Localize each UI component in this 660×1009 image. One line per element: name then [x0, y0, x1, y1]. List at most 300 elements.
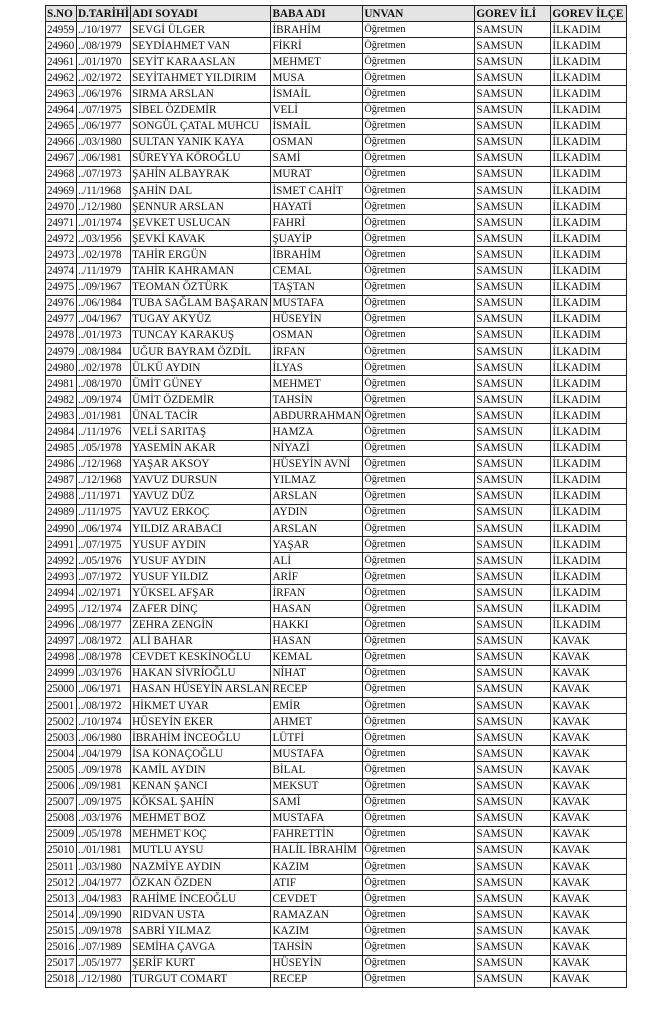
cell-birth-date: ../02/1972	[77, 70, 131, 86]
cell-district: KAVAK	[551, 794, 627, 810]
cell-district: İLKADIM	[551, 569, 627, 585]
cell-province: SAMSUN	[475, 86, 551, 102]
table-row	[46, 810, 627, 826]
cell-district: İLKADIM	[551, 118, 627, 134]
cell-district: İLKADIM	[551, 488, 627, 504]
cell-province: SAMSUN	[475, 360, 551, 376]
cell-father-name: ŞUAYİP	[271, 231, 363, 247]
cell-birth-date: ../02/1978	[77, 247, 131, 263]
cell-full-name: SEMİHA ÇAVGA	[131, 939, 271, 955]
table-row	[46, 22, 627, 38]
cell-title: Öğretmen	[363, 166, 475, 182]
header-full-name: ADI SOYADI	[131, 6, 271, 22]
cell-province: SAMSUN	[475, 150, 551, 166]
cell-sno: 25011	[46, 858, 77, 874]
cell-full-name: MUTLU AYSU	[131, 842, 271, 858]
cell-birth-date: ../04/1967	[77, 311, 131, 327]
cell-province: SAMSUN	[475, 939, 551, 955]
cell-title: Öğretmen	[363, 215, 475, 231]
table-row	[46, 842, 627, 858]
table-row	[46, 118, 627, 134]
cell-father-name: TAHSİN	[271, 392, 363, 408]
cell-district: İLKADIM	[551, 70, 627, 86]
cell-district: İLKADIM	[551, 472, 627, 488]
cell-district: KAVAK	[551, 810, 627, 826]
table-row	[46, 456, 627, 472]
cell-father-name: OSMAN	[271, 327, 363, 343]
cell-full-name: MEHMET BOZ	[131, 810, 271, 826]
cell-full-name: NAZMİYE AYDIN	[131, 858, 271, 874]
cell-sno: 24986	[46, 456, 77, 472]
cell-province: SAMSUN	[475, 794, 551, 810]
table-row	[46, 971, 627, 987]
cell-district: İLKADIM	[551, 537, 627, 553]
cell-province: SAMSUN	[475, 102, 551, 118]
cell-sno: 25000	[46, 681, 77, 697]
cell-father-name: MEKSUT	[271, 778, 363, 794]
header-father-name: BABA ADI	[271, 6, 363, 22]
table-row	[46, 360, 627, 376]
cell-title: Öğretmen	[363, 826, 475, 842]
cell-birth-date: ../09/1978	[77, 923, 131, 939]
cell-full-name: SEYİT KARAASLAN	[131, 54, 271, 70]
header-province: GOREV İLİ	[475, 6, 551, 22]
cell-district: İLKADIM	[551, 504, 627, 520]
cell-province: SAMSUN	[475, 279, 551, 295]
cell-full-name: MEHMET KOÇ	[131, 826, 271, 842]
cell-title: Öğretmen	[363, 199, 475, 215]
table-row	[46, 392, 627, 408]
cell-title: Öğretmen	[363, 665, 475, 681]
cell-father-name: MEHMET	[271, 376, 363, 392]
cell-district: İLKADIM	[551, 263, 627, 279]
table-row	[46, 762, 627, 778]
cell-full-name: ŞEVKET USLUCAN	[131, 215, 271, 231]
cell-sno: 25012	[46, 875, 77, 891]
cell-title: Öğretmen	[363, 343, 475, 359]
cell-father-name: AHMET	[271, 714, 363, 730]
cell-sno: 25009	[46, 826, 77, 842]
table-row	[46, 858, 627, 874]
cell-sno: 24990	[46, 521, 77, 537]
cell-province: SAMSUN	[475, 826, 551, 842]
cell-full-name: YÜKSEL AFŞAR	[131, 585, 271, 601]
cell-full-name: RIDVAN USTA	[131, 907, 271, 923]
cell-father-name: HASAN	[271, 601, 363, 617]
cell-birth-date: ../04/1977	[77, 875, 131, 891]
cell-district: KAVAK	[551, 649, 627, 665]
cell-sno: 24998	[46, 649, 77, 665]
cell-province: SAMSUN	[475, 22, 551, 38]
table-row	[46, 408, 627, 424]
cell-sno: 24993	[46, 569, 77, 585]
cell-district: İLKADIM	[551, 54, 627, 70]
cell-father-name: ARİF	[271, 569, 363, 585]
table-row	[46, 955, 627, 971]
table-row	[46, 907, 627, 923]
cell-sno: 25013	[46, 891, 77, 907]
cell-birth-date: ../09/1981	[77, 778, 131, 794]
cell-birth-date: ../09/1967	[77, 279, 131, 295]
cell-title: Öğretmen	[363, 295, 475, 311]
cell-sno: 24966	[46, 134, 77, 150]
cell-sno: 24969	[46, 183, 77, 199]
cell-title: Öğretmen	[363, 279, 475, 295]
cell-title: Öğretmen	[363, 456, 475, 472]
cell-title: Öğretmen	[363, 955, 475, 971]
cell-sno: 24997	[46, 633, 77, 649]
cell-full-name: UĞUR BAYRAM ÖZDİL	[131, 343, 271, 359]
cell-title: Öğretmen	[363, 231, 475, 247]
cell-father-name: AYDIN	[271, 504, 363, 520]
table-row	[46, 343, 627, 359]
cell-province: SAMSUN	[475, 440, 551, 456]
cell-title: Öğretmen	[363, 408, 475, 424]
cell-title: Öğretmen	[363, 875, 475, 891]
table-row	[46, 247, 627, 263]
cell-birth-date: ../01/1974	[77, 215, 131, 231]
cell-full-name: SEYİTAHMET YILDIRIM	[131, 70, 271, 86]
cell-sno: 25014	[46, 907, 77, 923]
cell-birth-date: ../03/1976	[77, 665, 131, 681]
cell-title: Öğretmen	[363, 601, 475, 617]
personnel-table	[45, 5, 627, 988]
cell-province: SAMSUN	[475, 311, 551, 327]
cell-father-name: MUSA	[271, 70, 363, 86]
cell-district: İLKADIM	[551, 360, 627, 376]
cell-title: Öğretmen	[363, 22, 475, 38]
cell-full-name: ÜMİT GÜNEY	[131, 376, 271, 392]
table-row	[46, 746, 627, 762]
cell-birth-date: ../04/1983	[77, 891, 131, 907]
table-row	[46, 183, 627, 199]
cell-sno: 24978	[46, 327, 77, 343]
cell-full-name: SEYDİAHMET VAN	[131, 38, 271, 54]
cell-birth-date: ../11/1968	[77, 183, 131, 199]
cell-province: SAMSUN	[475, 923, 551, 939]
cell-birth-date: ../07/1972	[77, 569, 131, 585]
cell-district: KAVAK	[551, 778, 627, 794]
cell-father-name: KAZIM	[271, 858, 363, 874]
cell-birth-date: ../07/1989	[77, 939, 131, 955]
cell-province: SAMSUN	[475, 118, 551, 134]
cell-sno: 24982	[46, 392, 77, 408]
cell-full-name: İSA KONAÇOĞLU	[131, 746, 271, 762]
cell-province: SAMSUN	[475, 456, 551, 472]
cell-father-name: FAHRETTİN	[271, 826, 363, 842]
cell-father-name: KAZIM	[271, 923, 363, 939]
cell-title: Öğretmen	[363, 681, 475, 697]
cell-district: KAVAK	[551, 730, 627, 746]
cell-province: SAMSUN	[475, 231, 551, 247]
cell-title: Öğretmen	[363, 617, 475, 633]
table-row	[46, 488, 627, 504]
cell-father-name: HÜSEYİN AVNİ	[271, 456, 363, 472]
cell-father-name: FAHRİ	[271, 215, 363, 231]
cell-father-name: HALİL İBRAHİM	[271, 842, 363, 858]
cell-province: SAMSUN	[475, 665, 551, 681]
cell-father-name: HAMZA	[271, 424, 363, 440]
cell-full-name: TURGUT COMART	[131, 971, 271, 987]
cell-full-name: TUNCAY KARAKUŞ	[131, 327, 271, 343]
cell-sno: 25017	[46, 955, 77, 971]
cell-full-name: YUSUF YILDIZ	[131, 569, 271, 585]
cell-sno: 25001	[46, 698, 77, 714]
header-sno: S.NO	[46, 6, 77, 22]
cell-province: SAMSUN	[475, 681, 551, 697]
cell-district: İLKADIM	[551, 424, 627, 440]
cell-sno: 24967	[46, 150, 77, 166]
cell-birth-date: ../08/1972	[77, 633, 131, 649]
cell-district: KAVAK	[551, 907, 627, 923]
cell-sno: 24961	[46, 54, 77, 70]
cell-full-name: ŞENNUR ARSLAN	[131, 199, 271, 215]
table-row	[46, 521, 627, 537]
cell-district: İLKADIM	[551, 601, 627, 617]
header-birth-date: D.TARİHİ	[77, 6, 131, 22]
cell-father-name: İSMAİL	[271, 118, 363, 134]
cell-title: Öğretmen	[363, 730, 475, 746]
cell-birth-date: ../01/1981	[77, 842, 131, 858]
cell-father-name: ALİ	[271, 553, 363, 569]
cell-birth-date: ../05/1977	[77, 955, 131, 971]
cell-district: KAVAK	[551, 858, 627, 874]
cell-sno: 24999	[46, 665, 77, 681]
cell-title: Öğretmen	[363, 504, 475, 520]
cell-district: İLKADIM	[551, 134, 627, 150]
table-row	[46, 939, 627, 955]
cell-district: İLKADIM	[551, 199, 627, 215]
cell-district: KAVAK	[551, 939, 627, 955]
cell-father-name: İLYAS	[271, 360, 363, 376]
cell-sno: 24985	[46, 440, 77, 456]
cell-birth-date: ../05/1978	[77, 440, 131, 456]
cell-birth-date: ../10/1974	[77, 714, 131, 730]
cell-province: SAMSUN	[475, 778, 551, 794]
cell-father-name: OSMAN	[271, 134, 363, 150]
cell-full-name: ŞAHİN DAL	[131, 183, 271, 199]
cell-province: SAMSUN	[475, 875, 551, 891]
cell-sno: 25004	[46, 746, 77, 762]
table-row	[46, 295, 627, 311]
cell-full-name: HİKMET UYAR	[131, 698, 271, 714]
cell-title: Öğretmen	[363, 569, 475, 585]
cell-full-name: CEVDET KESKİNOĞLU	[131, 649, 271, 665]
table-row	[46, 504, 627, 520]
table-row	[46, 70, 627, 86]
cell-full-name: SÜREYYA KÖROĞLU	[131, 150, 271, 166]
cell-father-name: TAHSİN	[271, 939, 363, 955]
cell-title: Öğretmen	[363, 134, 475, 150]
cell-title: Öğretmen	[363, 183, 475, 199]
cell-sno: 24992	[46, 553, 77, 569]
cell-birth-date: ../11/1976	[77, 424, 131, 440]
cell-sno: 24959	[46, 22, 77, 38]
cell-sno: 24962	[46, 70, 77, 86]
cell-father-name: İSMAİL	[271, 86, 363, 102]
cell-sno: 24975	[46, 279, 77, 295]
cell-province: SAMSUN	[475, 649, 551, 665]
cell-province: SAMSUN	[475, 762, 551, 778]
cell-full-name: YUSUF AYDIN	[131, 537, 271, 553]
cell-father-name: SAMİ	[271, 150, 363, 166]
cell-full-name: ÜNAL TACİR	[131, 408, 271, 424]
table-row	[46, 102, 627, 118]
cell-father-name: FİKRİ	[271, 38, 363, 54]
cell-district: KAVAK	[551, 891, 627, 907]
cell-birth-date: ../07/1973	[77, 166, 131, 182]
table-row	[46, 617, 627, 633]
cell-district: KAVAK	[551, 842, 627, 858]
cell-district: KAVAK	[551, 681, 627, 697]
cell-district: KAVAK	[551, 923, 627, 939]
cell-birth-date: ../12/1980	[77, 199, 131, 215]
cell-sno: 24977	[46, 311, 77, 327]
cell-father-name: ARSLAN	[271, 521, 363, 537]
cell-province: SAMSUN	[475, 907, 551, 923]
cell-title: Öğretmen	[363, 907, 475, 923]
cell-father-name: LÜTFİ	[271, 730, 363, 746]
cell-title: Öğretmen	[363, 714, 475, 730]
cell-father-name: MEHMET	[271, 54, 363, 70]
cell-full-name: TAHİR ERGÜN	[131, 247, 271, 263]
cell-province: SAMSUN	[475, 585, 551, 601]
cell-province: SAMSUN	[475, 408, 551, 424]
cell-title: Öğretmen	[363, 858, 475, 874]
cell-full-name: TAHİR KAHRAMAN	[131, 263, 271, 279]
cell-father-name: VELİ	[271, 102, 363, 118]
cell-title: Öğretmen	[363, 263, 475, 279]
cell-district: İLKADIM	[551, 585, 627, 601]
cell-full-name: YAVUZ DURSUN	[131, 472, 271, 488]
cell-full-name: ÜLKÜ AYDIN	[131, 360, 271, 376]
cell-title: Öğretmen	[363, 698, 475, 714]
table-row	[46, 875, 627, 891]
cell-province: SAMSUN	[475, 617, 551, 633]
cell-full-name: YUSUF AYDIN	[131, 553, 271, 569]
cell-title: Öğretmen	[363, 762, 475, 778]
cell-father-name: MURAT	[271, 166, 363, 182]
cell-title: Öğretmen	[363, 810, 475, 826]
cell-full-name: ŞEVKİ KAVAK	[131, 231, 271, 247]
cell-title: Öğretmen	[363, 746, 475, 762]
table-row	[46, 38, 627, 54]
table-row	[46, 601, 627, 617]
table-row	[46, 681, 627, 697]
cell-district: İLKADIM	[551, 327, 627, 343]
cell-province: SAMSUN	[475, 134, 551, 150]
cell-birth-date: ../05/1978	[77, 826, 131, 842]
cell-district: İLKADIM	[551, 392, 627, 408]
cell-birth-date: ../06/1980	[77, 730, 131, 746]
cell-district: İLKADIM	[551, 231, 627, 247]
cell-province: SAMSUN	[475, 295, 551, 311]
cell-birth-date: ../06/1984	[77, 295, 131, 311]
cell-title: Öğretmen	[363, 649, 475, 665]
table-row	[46, 537, 627, 553]
cell-district: İLKADIM	[551, 102, 627, 118]
cell-father-name: KEMAL	[271, 649, 363, 665]
cell-father-name: CEMAL	[271, 263, 363, 279]
cell-district: İLKADIM	[551, 279, 627, 295]
cell-father-name: EMİR	[271, 698, 363, 714]
cell-birth-date: ../01/1973	[77, 327, 131, 343]
cell-father-name: RECEP	[271, 681, 363, 697]
cell-birth-date: ../06/1974	[77, 521, 131, 537]
cell-birth-date: ../08/1970	[77, 376, 131, 392]
cell-birth-date: ../11/1975	[77, 504, 131, 520]
table-row	[46, 649, 627, 665]
cell-province: SAMSUN	[475, 54, 551, 70]
cell-province: SAMSUN	[475, 70, 551, 86]
header-title: UNVAN	[363, 6, 475, 22]
table-row	[46, 327, 627, 343]
cell-district: İLKADIM	[551, 376, 627, 392]
cell-sno: 25008	[46, 810, 77, 826]
cell-title: Öğretmen	[363, 376, 475, 392]
cell-sno: 24983	[46, 408, 77, 424]
cell-district: KAVAK	[551, 714, 627, 730]
cell-title: Öğretmen	[363, 778, 475, 794]
cell-title: Öğretmen	[363, 70, 475, 86]
cell-sno: 25003	[46, 730, 77, 746]
cell-full-name: YAVUZ DÜZ	[131, 488, 271, 504]
cell-father-name: RAMAZAN	[271, 907, 363, 923]
cell-birth-date: ../05/1976	[77, 553, 131, 569]
cell-district: İLKADIM	[551, 183, 627, 199]
cell-province: SAMSUN	[475, 537, 551, 553]
cell-province: SAMSUN	[475, 392, 551, 408]
cell-province: SAMSUN	[475, 601, 551, 617]
cell-sno: 24988	[46, 488, 77, 504]
cell-district: İLKADIM	[551, 150, 627, 166]
cell-title: Öğretmen	[363, 923, 475, 939]
cell-father-name: HÜSEYİN	[271, 955, 363, 971]
cell-father-name: SAMİ	[271, 794, 363, 810]
cell-province: SAMSUN	[475, 343, 551, 359]
cell-full-name: KAMİL AYDIN	[131, 762, 271, 778]
cell-father-name: İSMET CAHİT	[271, 183, 363, 199]
cell-birth-date: ../08/1979	[77, 38, 131, 54]
table-row	[46, 134, 627, 150]
cell-birth-date: ../06/1976	[77, 86, 131, 102]
cell-father-name: ATIF	[271, 875, 363, 891]
cell-district: İLKADIM	[551, 456, 627, 472]
cell-sno: 25010	[46, 842, 77, 858]
cell-sno: 24973	[46, 247, 77, 263]
cell-full-name: ŞAHİN ALBAYRAK	[131, 166, 271, 182]
cell-province: SAMSUN	[475, 714, 551, 730]
cell-sno: 24974	[46, 263, 77, 279]
cell-province: SAMSUN	[475, 263, 551, 279]
cell-province: SAMSUN	[475, 569, 551, 585]
table-row	[46, 553, 627, 569]
cell-province: SAMSUN	[475, 38, 551, 54]
cell-birth-date: ../09/1990	[77, 907, 131, 923]
header-row	[46, 6, 627, 22]
cell-father-name: NİHAT	[271, 665, 363, 681]
cell-father-name: TAŞTAN	[271, 279, 363, 295]
cell-province: SAMSUN	[475, 247, 551, 263]
cell-province: SAMSUN	[475, 842, 551, 858]
cell-full-name: SİBEL ÖZDEMİR	[131, 102, 271, 118]
table-row	[46, 778, 627, 794]
table-row	[46, 826, 627, 842]
cell-district: İLKADIM	[551, 215, 627, 231]
cell-sno: 24984	[46, 424, 77, 440]
cell-full-name: SABRİ YILMAZ	[131, 923, 271, 939]
table-row	[46, 794, 627, 810]
